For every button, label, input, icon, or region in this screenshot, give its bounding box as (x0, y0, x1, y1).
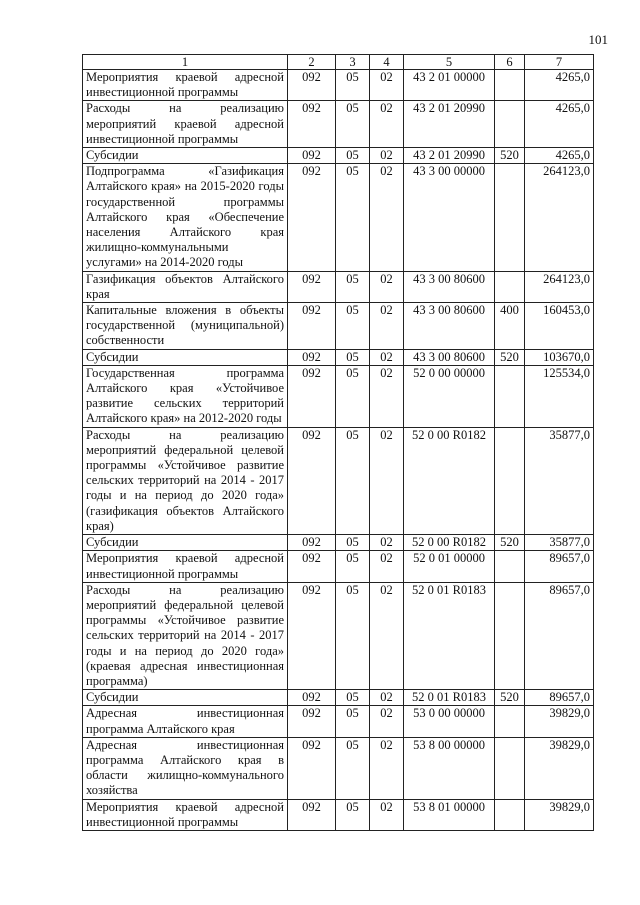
row-name: Мероприятия краевой адресной инвестиционной программы (83, 551, 288, 582)
row-target-article: 53 0 00 00000 (404, 706, 495, 737)
row-admin-code: 092 (288, 690, 336, 706)
row-subsection: 02 (370, 582, 404, 689)
row-target-article: 43 3 00 80600 (404, 349, 495, 365)
row-expense-type: 520 (495, 535, 525, 551)
row-amount: 89657,0 (525, 690, 594, 706)
row-amount: 264123,0 (525, 164, 594, 271)
row-admin-code: 092 (288, 535, 336, 551)
row-amount: 160453,0 (525, 303, 594, 350)
row-subsection: 02 (370, 349, 404, 365)
row-subsection: 02 (370, 427, 404, 534)
row-expense-type (495, 799, 525, 830)
row-section: 05 (336, 737, 370, 799)
row-target-article: 43 2 01 20990 (404, 101, 495, 148)
column-header: 2 (288, 55, 336, 70)
row-name: Государственная программа Алтайского края «Устойчивое развитие сельских территорий Алтайского края» на 2012-2020 годы (83, 365, 288, 427)
row-admin-code: 092 (288, 582, 336, 689)
row-amount: 4265,0 (525, 101, 594, 148)
row-target-article: 52 0 00 R0182 (404, 427, 495, 534)
row-admin-code: 092 (288, 148, 336, 164)
row-expense-type (495, 164, 525, 271)
row-amount: 39829,0 (525, 737, 594, 799)
row-section: 05 (336, 535, 370, 551)
row-section: 05 (336, 148, 370, 164)
row-amount: 39829,0 (525, 799, 594, 830)
row-section: 05 (336, 690, 370, 706)
row-admin-code: 092 (288, 101, 336, 148)
row-section: 05 (336, 164, 370, 271)
row-amount: 125534,0 (525, 365, 594, 427)
row-subsection: 02 (370, 799, 404, 830)
row-target-article: 43 3 00 80600 (404, 303, 495, 350)
row-section: 05 (336, 706, 370, 737)
row-subsection: 02 (370, 535, 404, 551)
row-expense-type (495, 271, 525, 302)
row-admin-code: 092 (288, 271, 336, 302)
row-amount: 103670,0 (525, 349, 594, 365)
row-name: Адресная инвестиционная программа Алтайского края (83, 706, 288, 737)
table-row (83, 427, 594, 534)
row-subsection: 02 (370, 737, 404, 799)
row-expense-type (495, 101, 525, 148)
row-admin-code: 092 (288, 303, 336, 350)
row-target-article: 43 3 00 80600 (404, 271, 495, 302)
row-expense-type: 520 (495, 690, 525, 706)
row-expense-type (495, 582, 525, 689)
row-amount: 4265,0 (525, 70, 594, 101)
row-section: 05 (336, 101, 370, 148)
row-admin-code: 092 (288, 365, 336, 427)
table-row (83, 303, 594, 350)
row-admin-code: 092 (288, 427, 336, 534)
table-row (83, 737, 594, 799)
row-expense-type (495, 706, 525, 737)
row-target-article: 43 2 01 00000 (404, 70, 495, 101)
row-expense-type (495, 427, 525, 534)
row-amount: 35877,0 (525, 535, 594, 551)
row-expense-type (495, 365, 525, 427)
row-amount: 89657,0 (525, 582, 594, 689)
table-row (83, 551, 594, 582)
row-section: 05 (336, 551, 370, 582)
page-number: 101 (588, 32, 608, 47)
row-name: Субсидии (83, 148, 288, 164)
row-name: Субсидии (83, 690, 288, 706)
row-target-article: 43 2 01 20990 (404, 148, 495, 164)
table-row (83, 164, 594, 271)
row-name: Расходы на реализацию мероприятий краевой адресной инвестиционной программы (83, 101, 288, 148)
row-section: 05 (336, 271, 370, 302)
row-subsection: 02 (370, 164, 404, 271)
row-subsection: 02 (370, 551, 404, 582)
row-name: Расходы на реализацию мероприятий федеральной целевой программы «Устойчивое развитие сельских территорий на 2014 - 2017 годы и на период до 2020 года» (газификация объектов Алтайского края) (83, 427, 288, 534)
table-row (83, 706, 594, 737)
row-admin-code: 092 (288, 551, 336, 582)
table-row (83, 70, 594, 101)
row-admin-code: 092 (288, 799, 336, 830)
column-header: 5 (404, 55, 495, 70)
table-row (83, 690, 594, 706)
column-header: 4 (370, 55, 404, 70)
row-name: Мероприятия краевой адресной инвестиционной программы (83, 70, 288, 101)
row-subsection: 02 (370, 706, 404, 737)
table-row (83, 148, 594, 164)
table-row (83, 349, 594, 365)
row-expense-type (495, 70, 525, 101)
row-subsection: 02 (370, 70, 404, 101)
row-admin-code: 092 (288, 737, 336, 799)
row-expense-type (495, 551, 525, 582)
row-admin-code: 092 (288, 706, 336, 737)
row-target-article: 52 0 01 00000 (404, 551, 495, 582)
row-target-article: 53 8 01 00000 (404, 799, 495, 830)
row-name: Расходы на реализацию мероприятий федеральной целевой программы «Устойчивое развитие сельских территорий на 2014 - 2017 годы и на период до 2020 года» (краевая адресная инвестиционная программа) (83, 582, 288, 689)
table-row (83, 101, 594, 148)
row-admin-code: 092 (288, 164, 336, 271)
row-name: Субсидии (83, 349, 288, 365)
table-row (83, 582, 594, 689)
row-amount: 264123,0 (525, 271, 594, 302)
row-name: Адресная инвестиционная программа Алтайского края в области жилищно-коммунального хозяйства (83, 737, 288, 799)
row-target-article: 53 8 00 00000 (404, 737, 495, 799)
row-name: Газификация объектов Алтайского края (83, 271, 288, 302)
row-target-article: 43 3 00 00000 (404, 164, 495, 271)
budget-table (82, 54, 594, 831)
row-subsection: 02 (370, 690, 404, 706)
row-subsection: 02 (370, 303, 404, 350)
row-expense-type (495, 737, 525, 799)
row-section: 05 (336, 365, 370, 427)
column-header: 3 (336, 55, 370, 70)
row-name: Субсидии (83, 535, 288, 551)
row-section: 05 (336, 582, 370, 689)
row-section: 05 (336, 427, 370, 534)
row-section: 05 (336, 303, 370, 350)
row-section: 05 (336, 799, 370, 830)
table-row (83, 365, 594, 427)
row-target-article: 52 0 00 R0182 (404, 535, 495, 551)
row-name: Капитальные вложения в объекты государственной (муниципальной) собственности (83, 303, 288, 350)
row-name: Мероприятия краевой адресной инвестиционной программы (83, 799, 288, 830)
row-target-article: 52 0 01 R0183 (404, 690, 495, 706)
row-amount: 35877,0 (525, 427, 594, 534)
row-admin-code: 092 (288, 70, 336, 101)
row-subsection: 02 (370, 271, 404, 302)
row-amount: 4265,0 (525, 148, 594, 164)
row-subsection: 02 (370, 101, 404, 148)
row-section: 05 (336, 70, 370, 101)
header-row (83, 55, 594, 70)
row-subsection: 02 (370, 365, 404, 427)
column-header: 7 (525, 55, 594, 70)
row-section: 05 (336, 349, 370, 365)
table-row (83, 271, 594, 302)
row-target-article: 52 0 00 00000 (404, 365, 495, 427)
column-header: 1 (83, 55, 288, 70)
row-name: Подпрограмма «Газификация Алтайского края» на 2015-2020 годы государственной программы Алтайского края «Обеспечение населения Алтайского края жилищно-коммунальными услугами» на 2014-2020 годы (83, 164, 288, 271)
column-header: 6 (495, 55, 525, 70)
row-expense-type: 400 (495, 303, 525, 350)
table-row (83, 535, 594, 551)
table-row (83, 799, 594, 830)
row-subsection: 02 (370, 148, 404, 164)
row-amount: 89657,0 (525, 551, 594, 582)
row-target-article: 52 0 01 R0183 (404, 582, 495, 689)
row-expense-type: 520 (495, 349, 525, 365)
row-amount: 39829,0 (525, 706, 594, 737)
row-admin-code: 092 (288, 349, 336, 365)
row-expense-type: 520 (495, 148, 525, 164)
